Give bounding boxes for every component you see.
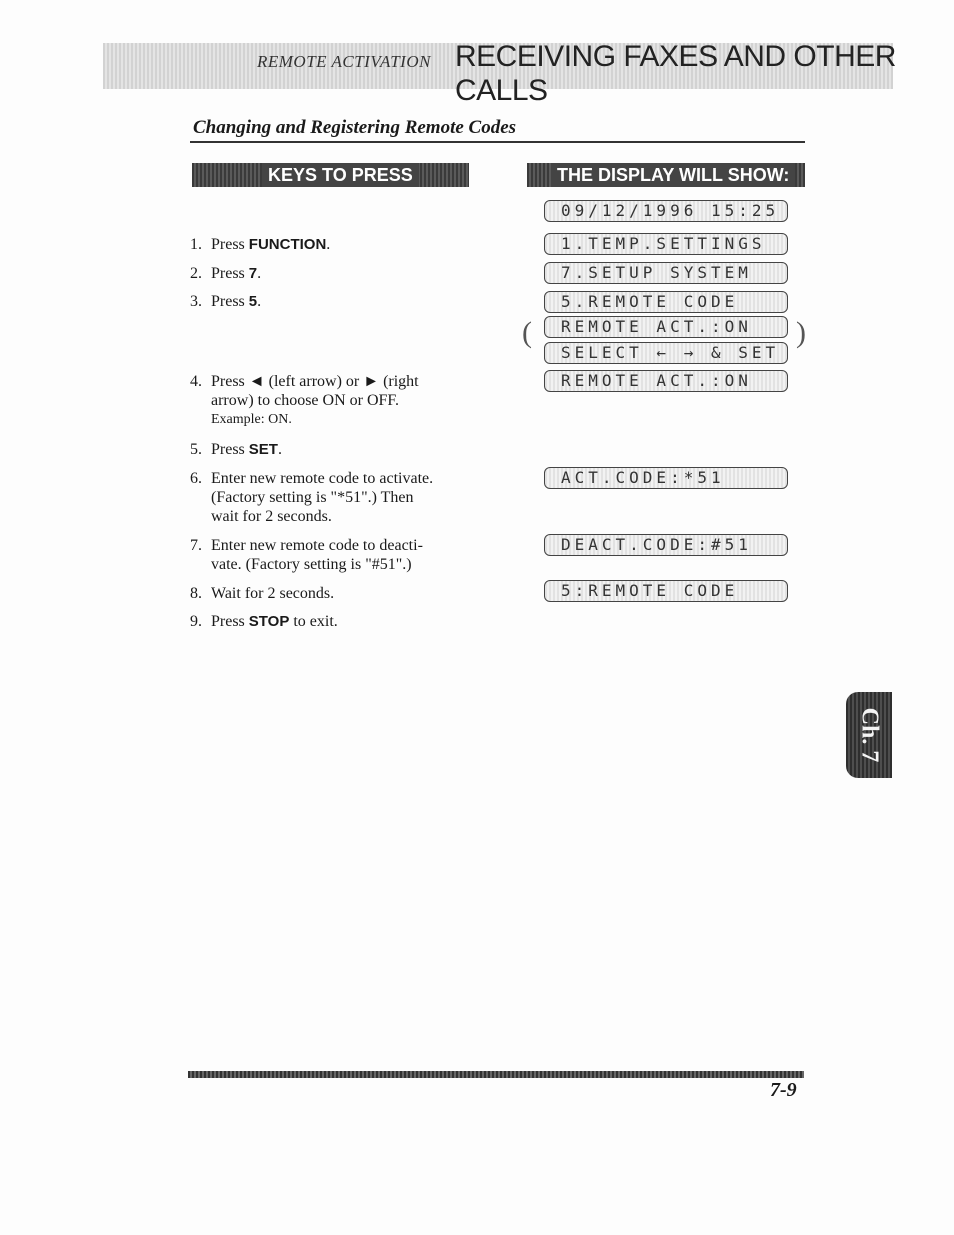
- step-8: 8. Wait for 2 seconds.: [190, 585, 335, 602]
- display-column-header: THE DISPLAY WILL SHOW:: [527, 163, 805, 187]
- seven-key-label: 7: [248, 265, 258, 282]
- lcd-remote-act-on: REMOTE ACT.:ON: [544, 316, 788, 338]
- step-5: 5. Press SET.: [190, 441, 282, 458]
- title-rule: [190, 141, 805, 143]
- lcd-remote-code: 5.REMOTE CODE: [544, 291, 788, 313]
- step-2: 2. Press 7.: [190, 265, 262, 282]
- footer-rule: [188, 1071, 804, 1078]
- lcd-remote-code-final: 5:REMOTE CODE: [544, 580, 788, 602]
- step-3: 3. Press 5.: [190, 293, 262, 310]
- keys-column-header: KEYS TO PRESS: [192, 163, 469, 187]
- set-key-label: SET: [248, 441, 278, 458]
- chapter-tab: Ch. 7: [846, 692, 892, 778]
- alternating-left-bracket: (: [522, 316, 532, 349]
- lcd-date-time: 09/12/1996 15:25: [544, 200, 788, 222]
- lcd-deact-code: DEACT.CODE:#51: [544, 534, 788, 556]
- five-key-label: 5: [248, 293, 258, 310]
- step-9: 9. Press STOP to exit.: [190, 613, 338, 630]
- function-key-label: FUNCTION: [248, 236, 327, 253]
- lcd-remote-act-on-selected: REMOTE ACT.:ON: [544, 370, 788, 392]
- alternating-right-bracket: ): [796, 316, 806, 349]
- lcd-temp-settings: 1.TEMP.SETTINGS: [544, 233, 788, 255]
- lcd-select-set: SELECT ← → & SET: [544, 342, 788, 364]
- step-7: 7. Enter new remote code to deacti- vate. (Factory setting is "#51".): [190, 537, 423, 573]
- lcd-act-code: ACT.CODE:*51: [544, 467, 788, 489]
- step-4: 4. Press ◄ (left arrow) or ► (right arrow) to choose ON or OFF. Example: ON.: [190, 372, 210, 391]
- stop-key-label: STOP: [248, 613, 290, 630]
- header-subtitle: REMOTE ACTIVATION: [257, 52, 431, 71]
- section-title: Changing and Registering Remote Codes: [193, 117, 517, 138]
- header-title: RECEIVING FAXES AND OTHER CALLS: [455, 40, 896, 107]
- step-6: 6. Enter new remote code to activate. (Factory setting is "*51".) Then wait for 2 seconds.: [190, 470, 434, 525]
- step-1: 1. Press FUNCTION.: [190, 236, 331, 253]
- page-number: 7-9: [770, 1079, 797, 1101]
- example-note: Example: ON.: [211, 412, 292, 427]
- lcd-setup-system: 7.SETUP SYSTEM: [544, 262, 788, 284]
